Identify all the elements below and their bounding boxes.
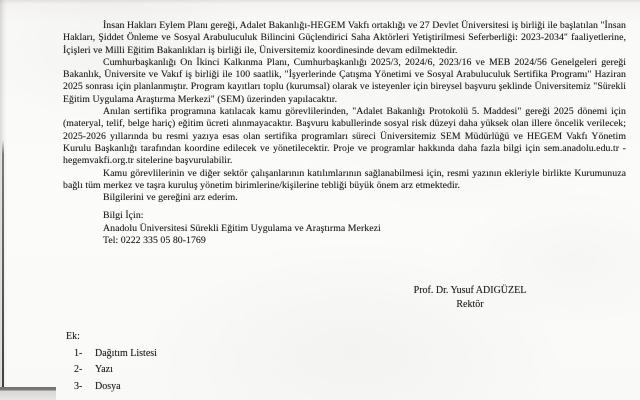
- attachment-number: 1-: [74, 347, 83, 359]
- attachments-block: [66, 330, 157, 393]
- attachment-number: 3-: [74, 380, 83, 392]
- attachment-item: [66, 347, 157, 360]
- attachment-item: [66, 363, 157, 376]
- attachment-number: 2-: [74, 364, 83, 375]
- signature-name: Prof. Dr. Yusuf ADIGÜZEL: [413, 285, 527, 296]
- scan-top-edge-shade: [0, 0, 640, 4]
- attachment-label: Dağıtım Listesi: [95, 347, 157, 359]
- closing-statement: Bilgilerini ve gereğini arz ederim.: [103, 192, 238, 204]
- letter-paragraph-2: Cumhurbaşkanlığı On İkinci Kalkınma Planı, Cumhurbaşkanlığı 2025/3, 2024/6, 2023/16 ve MEB 2024/56 Genelgeleri gereği Bakanlık, Üniversite ve Vakıf iş birliği ile 100 saatlik, "İşyerlerinde Çatışma Yönetimi ve Sosyal Arabuluculuk Sertifika Programı" Haziran 2025 sonrası için planlanmıştır. Program kayıtları toplu (kurumsal) olarak ve isteyenler için bireysel başvuru şeklinde Üniversitemiz "Sürekli Eğitim Uygulama Araştırma Merkezi" (SEM) üzerinden yapılacaktır.: [63, 56, 626, 105]
- letter-paragraph-3: Anılan sertifika programına katılacak kamu görevlilerinden, "Adalet Bakanlığı Protokolü 5. Maddesi" gereği 2025 dönemi için (materyal, telif, belge hariç) eğitim ücreti alınmayacaktır. Başvuru kabullerinde sosyal risk düzeyi daha yüksek olan illere öncelik verilecek; 2025-2026 yıllarında bu resmi yazıya esas olan sertifika programları süreci Üniversitemiz SEM Müdürlüğü ve HEGEM Vakfı Yönetim Kurulu Başkanlığı tarafından koordine edilecek ve yönetilecektir. Proje ve programlar hakkında daha fazla bilgi için sem.anadolu.edu.tr - hegemvakfi.org.tr sitelerine başvurulabilir.: [63, 106, 626, 167]
- letter-body: [63, 20, 626, 247]
- scan-artifact-bottom-left-corner: [0, 387, 56, 400]
- contact-organization: Anadolu Üniversitesi Sürekli Eğitim Uygulama ve Araştırma Merkezi: [103, 222, 381, 234]
- signature-title: Rektör: [456, 298, 484, 310]
- letter-paragraph-4: Kamu görevlilerinin ve diğer sektör çalışanlarının katılımlarının sağlanabilmesi için, resmi yazının ekleriyle birlikte Kurumunuza bağlı tüm merkez ve taşra kuruluş yönetim birimlerine/kişilerine tebliği büyük önem arz etmektedir.: [63, 167, 626, 191]
- scan-artifact-left-line: [2, 140, 4, 390]
- contact-info-block: [103, 210, 626, 247]
- attachment-label: Dosya: [95, 380, 121, 392]
- attachments-label: Ek:: [66, 331, 80, 342]
- contact-label: Bilgi İçin:: [103, 210, 144, 222]
- contact-phone: Tel: 0222 335 05 80-1769: [103, 235, 206, 247]
- attachment-label: Yazı: [95, 364, 113, 375]
- letter-paragraph-1: İnsan Hakları Eylem Planı gereği, Adalet Bakanlığı-HEGEM Vakfı ortaklığı ve 27 Devlet Üniversitesi iş birliği ile başlatılan "İnsan Hakları, Şiddet Önleme ve Sosyal Arabuluculuk Bilincini Güçlendirici Saha Aktörleri Yetiştirilmesi Seferberliği: 2023-2034" faaliyetlerine, İçişleri ve Milli Eğitim Bakanlıkları iş birliği ile, Üniversitemiz koordinesinde devam edilmektedir.: [63, 20, 626, 56]
- attachment-item: [66, 380, 157, 393]
- signature-block: [370, 284, 570, 311]
